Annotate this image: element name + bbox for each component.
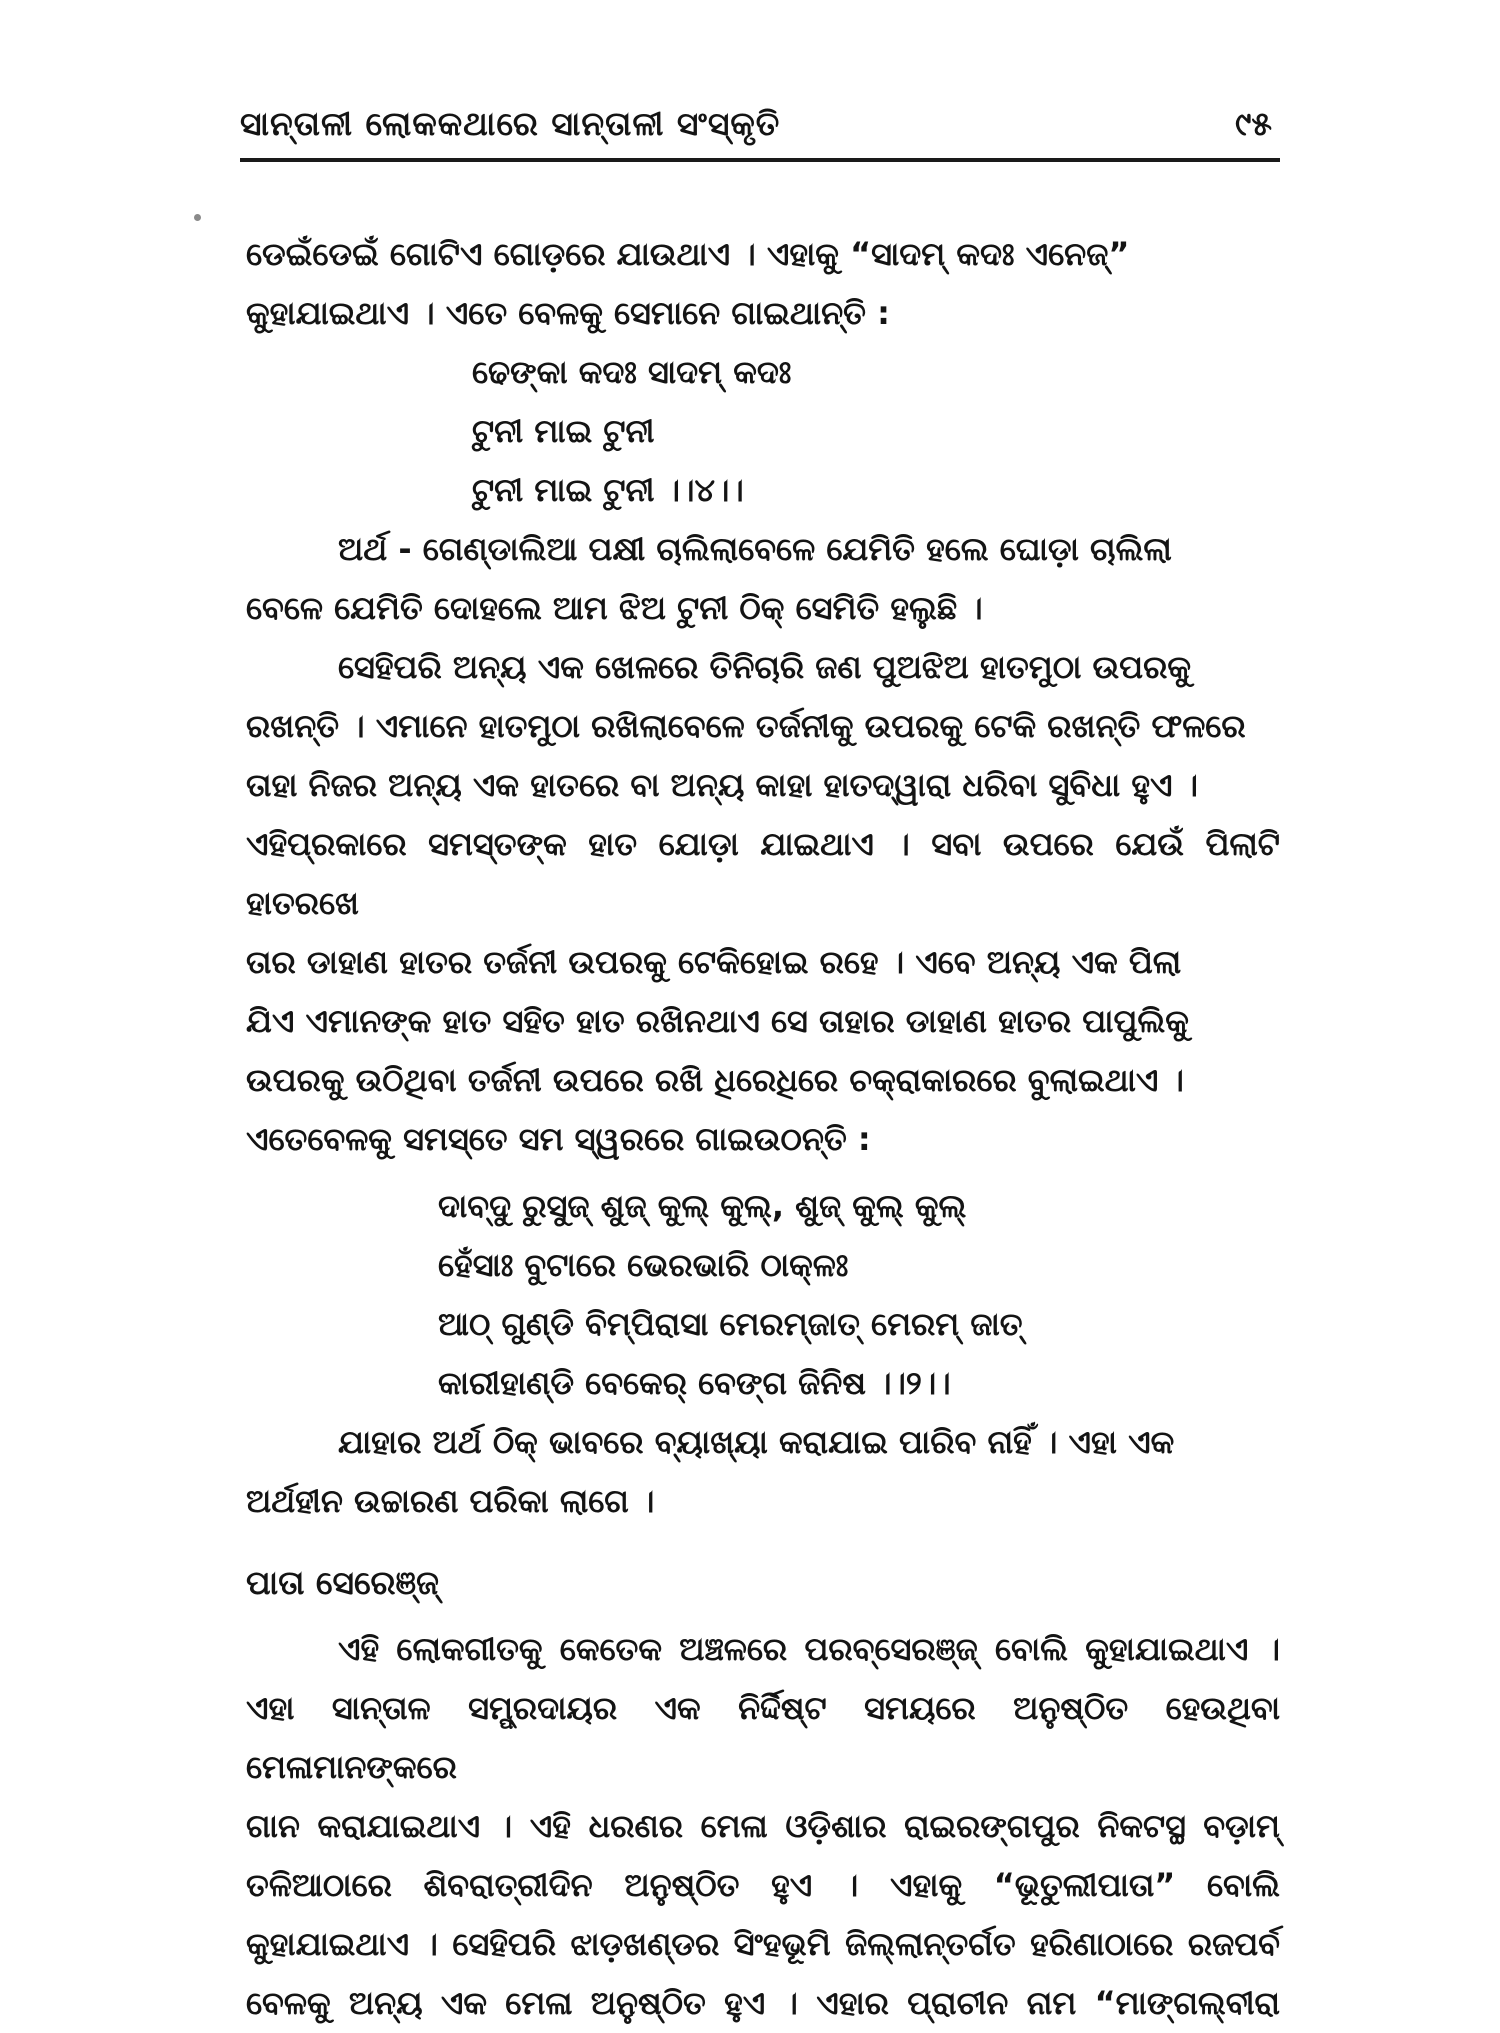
paragraph-hand-game [246, 638, 1280, 1169]
paragraph-pata-serenj [246, 1620, 1280, 2033]
page-header [240, 100, 1278, 156]
verse-block-1 [246, 343, 1280, 520]
text-line: ଅର୍ଥହୀନ ଉଚ୍ଚାରଣ ପରିକା ଲାଗେ । [246, 1482, 655, 1520]
text-line: ବେଳକୁ ଅନ୍ୟ ଏକ ମେଳା ଅନୁଷ୍ଠିତ ହୁଏ । ଏହାର ପ୍ରାଚୀନ ନାମ “ମାଙ୍ଗଲ୍‌ବୀରା [246, 1984, 1280, 2022]
body-text [246, 225, 1280, 2033]
text-line: ଏହି ଲୋକଗୀତକୁ କେତେକ ଅଞ୍ଚଳରେ ପରବ୍‌ସେରଞ୍ଜ୍ ବୋଲି କୁହାଯାଇଥାଏ । [338, 1630, 1280, 1668]
text-line: ଅର୍ଥ - ଗେଣ୍ଡାଲିଆ ପକ୍ଷୀ ଚାଲିଲାବେଳେ ଯେମିତି ହଲେ ଘୋଡ଼ା ଚାଲିଲା [338, 530, 1172, 568]
verse-line: ଆଠ୍ ଗୁଣ୍ଡି ବିମ୍ପିରାସା ମେରମ୍‌ଜାତ୍ ମେରମ୍ ଜାତ୍ [438, 1305, 1023, 1343]
text-line: କୁହାଯାଇଥାଏ । ସେହିପରି ଝାଡ଼ଖଣ୍ଡର ସିଂହଭୂମି ଜିଲ୍ଲାନ୍ତର୍ଗତ ହରିଣାଠାରେ ରଜପର୍ବ [246, 1925, 1280, 1963]
text-line: ତାର ଡାହାଣ ହାତର ତର୍ଜନୀ ଉପରକୁ ଟେକିହୋଇ ରହେ । ଏବେ ଅନ୍ୟ ଏକ ପିଲା [246, 943, 1182, 981]
text-line: ରଖନ୍ତି । ଏମାନେ ହାତମୁଠା ରଖିଲାବେଳେ ତର୍ଜନୀକୁ ଉପରକୁ ଟେକି ରଖନ୍ତି ଫଳରେ [246, 707, 1246, 745]
paragraph-meaning-1 [246, 520, 1280, 638]
text-line: ସେହିପରି ଅନ୍ୟ ଏକ ଖେଳରେ ତିନିଚାରି ଜଣ ପୁଅଝିଅ ହାତମୁଠା ଉପରକୁ [338, 648, 1191, 686]
print-speck [194, 214, 201, 221]
paragraph-continuation [246, 225, 1280, 343]
verse-line: କାରୀହାଣ୍ଡି ବେକେର୍ ବେଙ୍ଗ ଜିନିଷ ।।୨।। [438, 1364, 951, 1402]
verse-line: ଟୁନୀ ମାଇ ଟୁନୀ ।।୪।। [472, 471, 744, 509]
running-title: ସାନ୍ତାଳୀ ଲୋକକଥାରେ ସାନ୍ତାଳୀ ସଂସ୍କୃତି [240, 104, 781, 143]
verse-line: ଢେଙ୍କା କଦଃ ସାଦମ୍ କଦଃ [472, 353, 792, 391]
verse-line: ଟୁନୀ ମାଇ ଟୁନୀ [472, 412, 655, 450]
verse-line: ଦାବ୍‌ଦୁ ରୁସୁଜ୍ ଶୁଜ୍ କୁଲ୍ କୁଲ୍, ଶୁଜ୍ କୁଲ୍ କୁଲ୍ [438, 1187, 967, 1225]
text-line: ତାହା ନିଜର ଅନ୍ୟ ଏକ ହାତରେ ବା ଅନ୍ୟ କାହା ହାତଦ୍ୱାରା ଧରିବା ସୁବିଧା ହୁଏ । [246, 766, 1199, 804]
text-line: ଏହା ସାନ୍ତାଳ ସମ୍ପ୍ରଦାୟର ଏକ ନିର୍ଦ୍ଦିଷ୍ଟ ସମୟରେ ଅନୁଷ୍ଠିତ ହେଉଥିବା ମେଳାମାନଙ୍କରେ [246, 1689, 1280, 1786]
paragraph-meaning-2 [246, 1413, 1280, 1531]
text-line: ଏତେବେଳକୁ ସମସ୍ତେ ସମ ସ୍ୱରରେ ଗାଇଉଠନ୍ତି : [246, 1120, 871, 1158]
section-heading: ପାତା ସେରେଞ୍ଜ୍ [246, 1563, 439, 1602]
text-line: ତଳିଆଠାରେ ଶିବରାତ୍ରୀଦିନ ଅନୁଷ୍ଠିତ ହୁଏ । ଏହାକୁ “ଭୂତୁଲୀପାତା” ବୋଲି [246, 1866, 1280, 1904]
text-line: ଡେଇଁଡେଇଁ ଗୋଟିଏ ଗୋଡ଼ରେ ଯାଉଥାଏ । ଏହାକୁ “ସାଦମ୍ କଦଃ ଏନେଜ୍” [246, 235, 1130, 273]
text-line: ଯିଏ ଏମାନଙ୍କ ହାତ ସହିତ ହାତ ରଖିନଥାଏ ସେ ତାହାର ଡାହାଣ ହାତର ପାପୁଲିକୁ [246, 1002, 1189, 1040]
text-line: ଏହିପ୍ରକାରେ ସମସ୍ତଙ୍କ ହାତ ଯୋଡ଼ା ଯାଇଥାଏ । ସବା ଉପରେ ଯେଉଁ ପିଲାଟି ହାତରଖେ [246, 825, 1280, 922]
text-line: ବେଳେ ଯେମିତି ଦୋହଲେ ଆମ ଝିଅ ଟୁନୀ ଠିକ୍ ସେମିତି ହଲୁଛି । [246, 589, 983, 627]
text-line: ଯାହାର ଅର୍ଥ ଠିକ୍ ଭାବରେ ବ୍ୟାଖ୍ୟା କରାଯାଇ ପାରିବ ନାହିଁ । ଏହା ଏକ [338, 1423, 1175, 1461]
verse-line: ହେଁସାଃ ବୁଟାରେ ଭେରଭାରି ଠାକ୍‌ଳଃ [438, 1246, 849, 1284]
page-number: ୯୫ [1235, 104, 1272, 143]
text-line: ଗାନ କରାଯାଇଥାଏ । ଏହି ଧରଣର ମେଳା ଓଡ଼ିଶାର ରାଇରଙ୍ଗପୁର ନିକଟସ୍ଥ ବଡ଼ାମ୍ [246, 1807, 1280, 1845]
verse-block-2 [246, 1177, 1280, 1413]
header-rule [240, 158, 1280, 162]
text-line: ଉପରକୁ ଉଠିଥିବା ତର୍ଜନୀ ଉପରେ ରଖି ଧିରେଧିରେ ଚକ୍ରାକାରରେ ବୁଲାଇଥାଏ । [246, 1061, 1184, 1099]
text-line: କୁହାଯାଇଥାଏ । ଏତେ ବେଳକୁ ସେମାନେ ଗାଇଥାନ୍ତି : [246, 294, 890, 332]
